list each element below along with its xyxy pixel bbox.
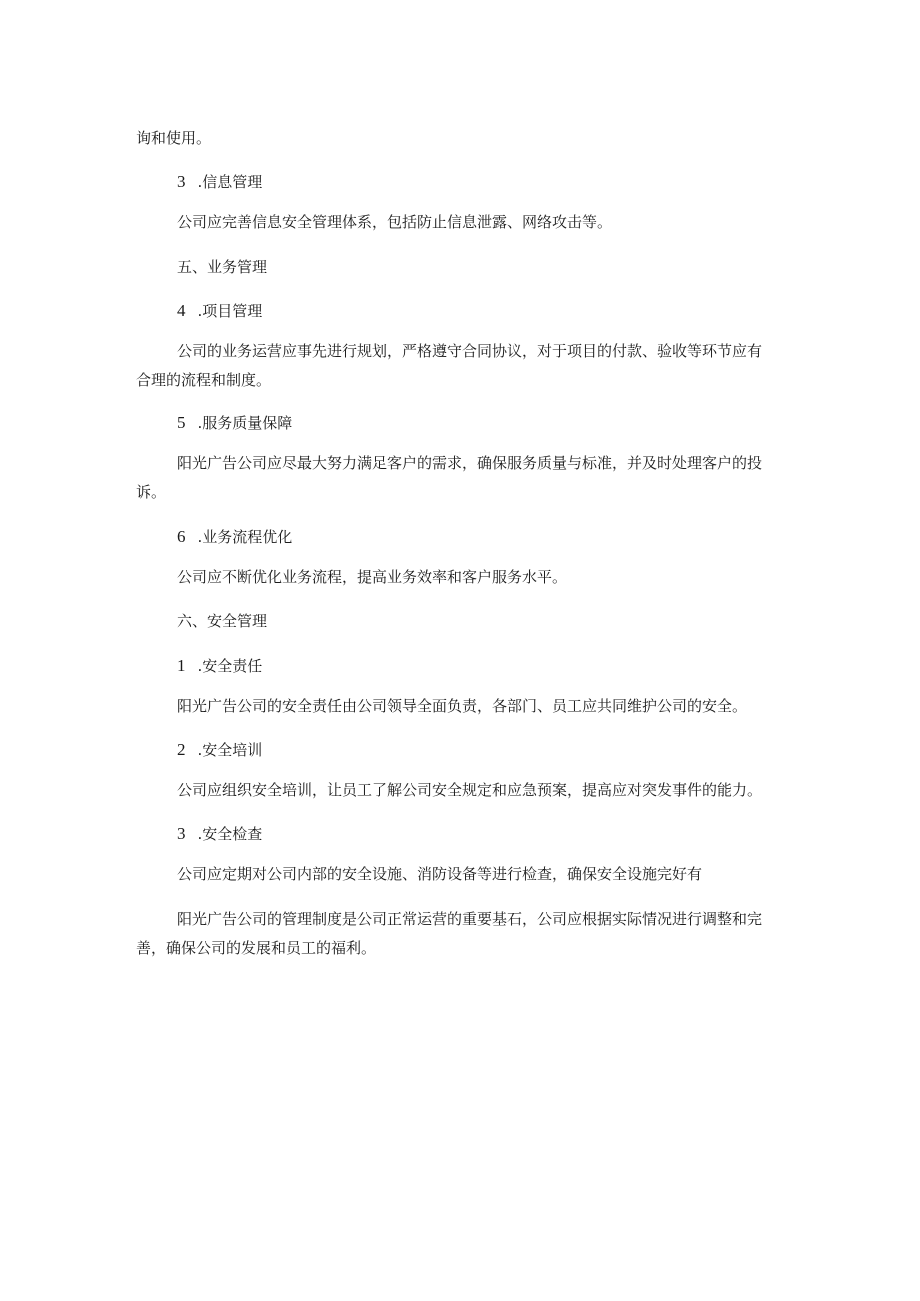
heading-information-management bbox=[177, 172, 262, 192]
heading-text: .安全培训 bbox=[197, 741, 263, 759]
heading-number: 5 bbox=[177, 413, 186, 432]
section-heading-business: 五、业务管理 bbox=[177, 258, 268, 276]
paragraph-conclusion-line1: 阳光广告公司的管理制度是公司正常运营的重要基石，公司应根据实际情况进行调整和完 bbox=[177, 910, 763, 928]
heading-text: .业务流程优化 bbox=[197, 528, 293, 546]
heading-safety-inspection bbox=[177, 824, 262, 844]
paragraph-safety-responsibility: 阳光广告公司的安全责任由公司领导全面负责，各部门、员工应共同维护公司的安全。 bbox=[177, 697, 748, 715]
section-heading-safety: 六、安全管理 bbox=[177, 612, 268, 630]
heading-number: 1 bbox=[177, 656, 186, 675]
paragraph-service-quality-line1: 阳光广告公司应尽最大努力满足客户的需求，确保服务质量与标准，并及时处理客户的投 bbox=[177, 454, 763, 472]
paragraph-service-quality-line2: 诉。 bbox=[136, 483, 167, 501]
heading-text: .项目管理 bbox=[197, 302, 263, 320]
paragraph-project-management-line2: 合理的流程和制度。 bbox=[136, 371, 272, 389]
heading-text: .安全检查 bbox=[197, 825, 263, 843]
paragraph-conclusion-line2: 善，确保公司的发展和员工的福利。 bbox=[136, 939, 377, 957]
paragraph-safety-training: 公司应组织安全培训，让员工了解公司安全规定和应急预案，提高应对突发事件的能力。 bbox=[177, 781, 763, 799]
heading-service-quality bbox=[177, 413, 292, 433]
heading-safety-responsibility bbox=[177, 656, 262, 676]
heading-number: 3 bbox=[177, 824, 186, 843]
heading-text: .服务质量保障 bbox=[197, 414, 293, 432]
paragraph-information-management: 公司应完善信息安全管理体系，包括防止信息泄露、网络攻击等。 bbox=[177, 213, 613, 231]
heading-number: 6 bbox=[177, 527, 186, 546]
heading-project-management bbox=[177, 301, 262, 321]
paragraph-process-optimization: 公司应不断优化业务流程，提高业务效率和客户服务水平。 bbox=[177, 568, 568, 586]
heading-process-optimization bbox=[177, 527, 292, 547]
paragraph-continuation: 询和使用。 bbox=[136, 129, 212, 147]
heading-text: .信息管理 bbox=[197, 173, 263, 191]
paragraph-project-management-line1: 公司的业务运营应事先进行规划，严格遵守合同协议，对于项目的付款、验收等环节应有 bbox=[177, 342, 763, 360]
heading-number: 2 bbox=[177, 740, 186, 759]
heading-safety-training bbox=[177, 740, 262, 760]
heading-number: 4 bbox=[177, 301, 186, 320]
paragraph-safety-inspection: 公司应定期对公司内部的安全设施、消防设备等进行检查，确保安全设施完好有 bbox=[177, 865, 703, 883]
heading-number: 3 bbox=[177, 172, 186, 191]
heading-text: .安全责任 bbox=[197, 657, 263, 675]
